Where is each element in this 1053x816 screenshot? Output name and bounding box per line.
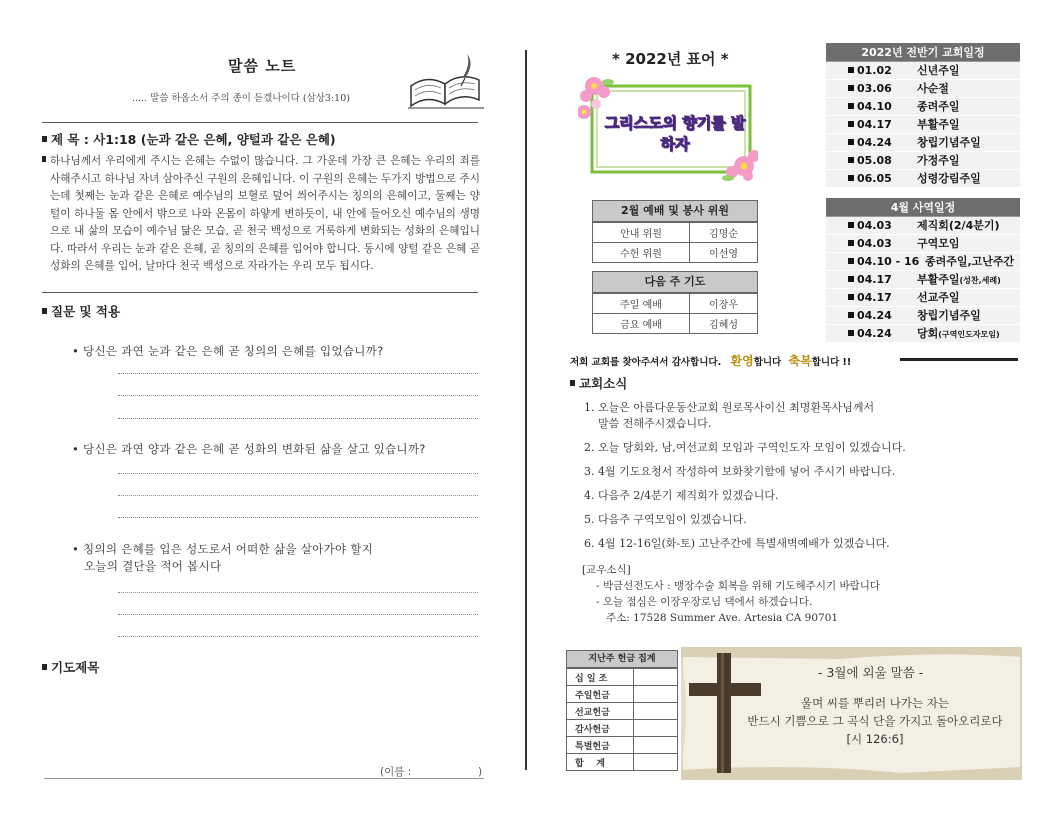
schedule-row — [826, 253, 1020, 271]
schedule-date: 04.17 — [857, 118, 892, 131]
bullet — [848, 139, 854, 145]
bullet — [848, 121, 854, 127]
list-item — [584, 488, 1024, 504]
bullet — [848, 85, 854, 91]
schedule-row — [826, 235, 1020, 253]
page-title: 말씀 노트 — [228, 57, 297, 75]
schedule-date: 04.17 — [857, 291, 892, 304]
answer-line[interactable] — [118, 636, 478, 637]
offering-table — [566, 668, 678, 771]
answer-line[interactable] — [118, 418, 478, 419]
news-heading-text: 교회소식 — [579, 376, 628, 391]
table-row — [567, 720, 678, 737]
table-row — [567, 703, 678, 720]
question-2: • 당신은 과연 양과 같은 은혜 곧 성화의 변화된 삶을 살고 있습니까? — [72, 442, 426, 456]
sermon-topic-text: 제 목 : 사1:18 (눈과 같은 은혜, 양털과 같은 은혜) — [51, 132, 336, 147]
schedule-note: (성찬,세례) — [959, 276, 1001, 285]
schedule-date: 04.24 — [857, 327, 892, 340]
table-row — [593, 223, 758, 243]
divider — [900, 358, 1018, 361]
table-cell: 합 계 — [567, 754, 634, 771]
prayer-heading — [42, 658, 99, 676]
schedule-row — [826, 307, 1020, 325]
member-news — [582, 562, 880, 626]
welcome-text: 합니다 !! — [811, 357, 852, 368]
table-cell: 김명순 — [690, 223, 758, 243]
schedule-title: 2022년 전반기 교회일정 — [826, 43, 1020, 62]
item-text: 다음주 구역모임이 있겠습니다. — [598, 513, 747, 526]
schedule-row — [826, 134, 1020, 152]
bullet — [848, 103, 854, 109]
bullet — [848, 157, 854, 163]
subtitle: ..... 말씀 하옵소서 주의 종이 듣겠나이다 (삼상3:10) — [132, 93, 350, 104]
bullet — [848, 67, 854, 73]
schedule-event: 가정주일 — [917, 154, 960, 167]
member-news-item: - 오늘 점심은 이장우장로님 댁에서 하겠습니다. — [596, 596, 813, 608]
table-cell: 이장우 — [690, 294, 758, 314]
verse-text — [730, 694, 1020, 748]
answer-line[interactable] — [118, 473, 478, 474]
sermon-topic — [42, 130, 336, 148]
member-news-item: - 박금선전도사 : 맹장수술 회복을 위해 기도해주시기 바랍니다 — [596, 580, 881, 592]
table-cell: 특별헌금 — [567, 737, 634, 754]
bullet — [848, 312, 854, 318]
motto-year: * 2022년 표어 * — [612, 50, 729, 68]
schedule-event: 창립기념주일 — [917, 309, 981, 322]
schedule-date: 04.24 — [857, 309, 892, 322]
member-news-title: [교우소식] — [582, 564, 631, 576]
verse-reference: [시 126:6] — [846, 732, 904, 746]
table-cell: 금요 예배 — [593, 314, 690, 334]
table-cell: 선교헌금 — [567, 703, 634, 720]
blessing-highlight: 축복 — [788, 354, 812, 368]
welcome-text: 저희 교회를 찾아주셔서 감사합니다. — [570, 357, 722, 368]
divider — [42, 122, 478, 123]
schedule-event: 선교주일 — [917, 291, 960, 304]
item-text: 다음주 2/4분기 제직회가 있겠습니다. — [598, 489, 779, 502]
prayer-table — [592, 293, 758, 334]
table-cell — [634, 720, 678, 737]
schedule-event: 종려주일,고난주간 — [925, 255, 1015, 268]
prayer-heading-text: 기도제목 — [51, 660, 100, 675]
table-cell: 김혜성 — [690, 314, 758, 334]
next-prayer-heading: 다음 주 기도 — [592, 271, 758, 293]
page-divider — [525, 50, 527, 770]
qa-heading-text: 질문 및 적용 — [51, 304, 121, 319]
list-item — [584, 464, 1024, 480]
schedule-date: 06.05 — [857, 172, 892, 185]
schedule-date: 04.10 — [857, 100, 892, 113]
bullet — [848, 222, 854, 228]
verse-title: - 3월에 외울 말씀 - — [818, 665, 924, 680]
name-label: (이름 : ) — [380, 766, 483, 778]
schedule-row — [826, 325, 1020, 343]
schedule-row — [826, 170, 1020, 188]
question-3-cont: 오늘의 결단을 적어 봅시다 — [84, 559, 222, 573]
table-cell — [634, 737, 678, 754]
schedule-event: 창립기념주일 — [917, 136, 981, 149]
service-table — [592, 222, 758, 263]
offering-heading: 지난주 헌금 집계 — [566, 650, 678, 668]
schedule-row — [826, 116, 1020, 134]
bullet — [848, 175, 854, 181]
item-text: 4월 12-16일(화-토) 고난주간에 특별새벽예배가 있겠습니다. — [598, 537, 890, 550]
bullet — [848, 276, 854, 282]
sermon-body: 하나님께서 우리에게 주시는 은혜는 수없이 많습니다. 그 가운데 가장 큰 은혜는 우리의 죄를 사해주시고 하나님 자녀 삼아주신 구원의 은혜입니다. 이 구원의 은혜는 두가지 방법으로 주시는데 첫째는 눈과 같은 은혜로 예수님의 보혈로 덮어 씌어주시는 칭의의 은혜이고, 둘째는 양털이 하나둘 몸 안에서 밖으로 나와 온몸이 하얗게 변하듯이, 내 안에 들어오신 예수님의 생명으로 내 삶의 모습이 예수님 닮은 모습, 곧 천국 백성으로 거룩하게 변화되는 성화의 은혜입니다. 따라서 우리는 눈과 같은 은혜, 곧 칭의의 은혜를 입어야 합니다. 동시에 양털 같은 은혜 곧 성화의 은혜를 입어, 날마다 천국 백성으로 자라가는 우리 모두 됩시다. — [50, 155, 480, 272]
table-cell — [634, 669, 678, 686]
answer-line[interactable] — [118, 614, 478, 615]
schedule-row — [826, 62, 1020, 80]
item-number: 3. — [584, 465, 595, 478]
schedule-event: 성령강림주일 — [917, 172, 981, 185]
item-number: 4. — [584, 489, 595, 502]
table-cell: 십 일 조 — [567, 669, 634, 686]
welcome-line — [570, 352, 851, 369]
schedule-event: 제직회(2/4분기) — [917, 219, 1000, 232]
schedule-note: (구역인도자모임) — [938, 330, 1000, 339]
table-row — [593, 294, 758, 314]
list-item — [584, 400, 1024, 432]
schedule-date: 01.02 — [857, 64, 892, 77]
table-cell — [634, 703, 678, 720]
table-cell: 이선영 — [690, 243, 758, 263]
divider — [44, 778, 484, 779]
item-number: 2. — [584, 441, 595, 454]
bullet — [848, 294, 854, 300]
schedule-row — [826, 271, 1020, 289]
bullet — [848, 258, 854, 264]
welcome-highlight: 환영 — [730, 354, 754, 368]
table-cell — [634, 754, 678, 771]
schedule-event: 부활주일 — [917, 118, 960, 131]
schedule-april — [826, 198, 1020, 343]
schedule-event: 부활주일 — [917, 273, 960, 286]
table-cell: 감사헌금 — [567, 720, 634, 737]
list-item — [584, 440, 1024, 456]
schedule-event: 사순절 — [917, 82, 949, 95]
item-text: 4월 기도요청서 작성하여 보화찾기함에 넣어 주시기 바랍니다. — [598, 465, 896, 478]
schedule-row — [826, 289, 1020, 307]
schedule-half-year — [826, 43, 1020, 188]
item-text: 오늘 당회와, 남,여선교회 모임과 구역인도자 모임이 있겠습니다. — [598, 441, 906, 454]
answer-line[interactable] — [118, 495, 478, 496]
table-cell — [634, 686, 678, 703]
schedule-title: 4월 사역일정 — [826, 198, 1020, 217]
schedule-event: 종려주일 — [917, 100, 960, 113]
schedule-date: 04.17 — [857, 273, 892, 286]
schedule-row — [826, 217, 1020, 235]
schedule-row — [826, 152, 1020, 170]
item-number: 5. — [584, 513, 595, 526]
member-address: 주소: 17528 Summer Ave. Artesia CA 90701 — [606, 612, 839, 624]
item-number: 6. — [584, 537, 595, 550]
qa-heading — [42, 302, 120, 320]
table-cell: 안내 위원 — [593, 223, 690, 243]
news-list — [584, 400, 1024, 560]
news-heading — [570, 374, 627, 392]
question-3: • 칭의의 은혜를 입은 성도로서 어떠한 삶을 살아가야 할지 — [72, 542, 374, 556]
table-cell: 수헌 위원 — [593, 243, 690, 263]
table-row — [567, 686, 678, 703]
verse-line: 울며 씨를 뿌리러 나가는 자는 — [801, 696, 949, 710]
bullet — [42, 156, 46, 162]
answer-line[interactable] — [118, 373, 478, 374]
schedule-date: 04.03 — [857, 237, 892, 250]
answer-line[interactable] — [118, 592, 478, 593]
schedule-date: 04.10 - 16 — [857, 255, 920, 268]
divider — [42, 292, 478, 293]
welcome-text: 합니다 — [753, 357, 782, 368]
list-item — [584, 512, 1024, 528]
motto-text: 그리스도의 향기를 발하자 — [604, 114, 746, 153]
answer-line[interactable] — [118, 517, 478, 518]
bullet — [848, 330, 854, 336]
schedule-date: 04.24 — [857, 136, 892, 149]
table-row — [593, 314, 758, 334]
open-book-icon — [405, 50, 487, 110]
schedule-event: 신년주일 — [917, 64, 960, 77]
question-1: • 당신은 과연 눈과 같은 은혜 곧 칭의의 은혜를 입었습니까? — [72, 344, 384, 358]
service-heading: 2월 예배 및 봉사 위원 — [592, 200, 758, 222]
schedule-event: 구역모임 — [917, 237, 960, 250]
schedule-row — [826, 98, 1020, 116]
schedule-date: 03.06 — [857, 82, 892, 95]
table-cell: 주일헌금 — [567, 686, 634, 703]
bullet — [848, 240, 854, 246]
item-text-cont: 말씀 전해주시겠습니다. — [598, 417, 712, 430]
verse-line: 반드시 기쁨으로 그 곡식 단을 가지고 돌아오리로다 — [747, 714, 1003, 728]
table-row — [593, 243, 758, 263]
item-number: 1. — [584, 401, 595, 414]
schedule-event: 당회 — [917, 327, 939, 340]
answer-line[interactable] — [118, 395, 478, 396]
schedule-row — [826, 80, 1020, 98]
schedule-date: 05.08 — [857, 154, 892, 167]
table-row — [567, 669, 678, 686]
table-row — [567, 737, 678, 754]
item-text: 오늘은 아름다운동산교회 원로목사이신 최명환목사님께서 — [598, 401, 875, 414]
table-cell: 주일 예배 — [593, 294, 690, 314]
schedule-date: 04.03 — [857, 219, 892, 232]
table-row — [567, 754, 678, 771]
motto-banner — [578, 72, 758, 184]
list-item — [584, 536, 1024, 552]
